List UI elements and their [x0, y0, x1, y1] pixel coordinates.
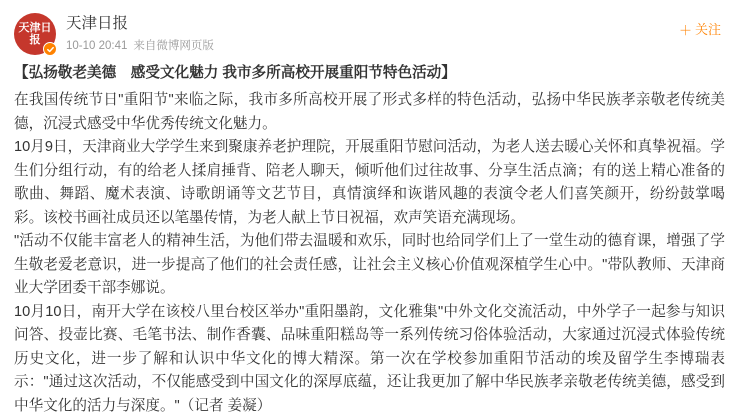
post-paragraph: 在我国传统节日"重阳节"来临之际，我市多所高校开展了形式多样的特色活动，弘扬中华民族孝亲敬老传统美德，沉浸式感受中华优秀传统文化魅力。 [14, 89, 725, 136]
follow-button[interactable] [675, 19, 725, 41]
post-content [0, 62, 739, 418]
post-title: 【弘扬敬老美德 感受文化魅力 我市多所高校开展重阳节特色活动】 [14, 62, 725, 84]
post-body [14, 89, 725, 418]
follow-button-label: 关注 [695, 21, 721, 39]
avatar[interactable] [14, 13, 56, 55]
post-header [0, 0, 739, 62]
post-meta [66, 38, 675, 54]
author-name[interactable]: 天津日报 [66, 14, 675, 34]
post-paragraph: 10月10日，南开大学在该校八里台校区举办"重阳墨韵，文化雅集"中外文化交流活动，中外学子一起参与知识问答、投壶比赛、毛笔书法、制作香囊、品味重阳糕岛等一系列传统习俗体验活动，大家通过沉浸式体验传统历史文化，进一步了解和认识中华文化的博大精深。第一次在学校参加重阳节活动的埃及留学生李博瑞表示："通过这次活动，不仅能感受到中国文化的深厚底蕴，还让我更加了解中华民族孝亲敬老传统美德，感受到中华文化的活力与深度。"（记者 姜凝） [14, 301, 725, 418]
verified-badge-icon [43, 42, 57, 56]
avatar-image: 天津日报 [14, 13, 56, 55]
plus-icon: ＋ [679, 24, 692, 37]
post-paragraph: "活动不仅能丰富老人的精神生活，为他们带去温暖和欢乐，同时也给同学们上了一堂生动的德育课，增强了学生敬老爱老意识，进一步提高了他们的社会责任感，让社会主义核心价值观深植学生心中。"带队教师、天津商业大学团委干部李娜说。 [14, 230, 725, 301]
post-paragraph: 10月9日，天津商业大学学生来到聚康养老护理院，开展重阳节慰问活动，为老人送去暖心关怀和真挚祝福。学生们分组行动，有的给老人揉肩捶背、陪老人聊天，倾听他们过往故事、分享生活点滴；有的送上精心准备的歌曲、舞蹈、魔术表演、诗歌朗诵等文艺节目，真情演绎和诙谐风趣的表演令老人们喜笑颜开，纷纷鼓掌喝彩。该校书画社成员还以笔墨传情，为老人献上节日祝福，欢声笑语充满现场。 [14, 136, 725, 230]
post-timestamp[interactable]: 10-10 20:41 [66, 38, 127, 54]
post-source[interactable]: 来自微博网页版 [133, 38, 214, 54]
author-info [66, 13, 675, 54]
